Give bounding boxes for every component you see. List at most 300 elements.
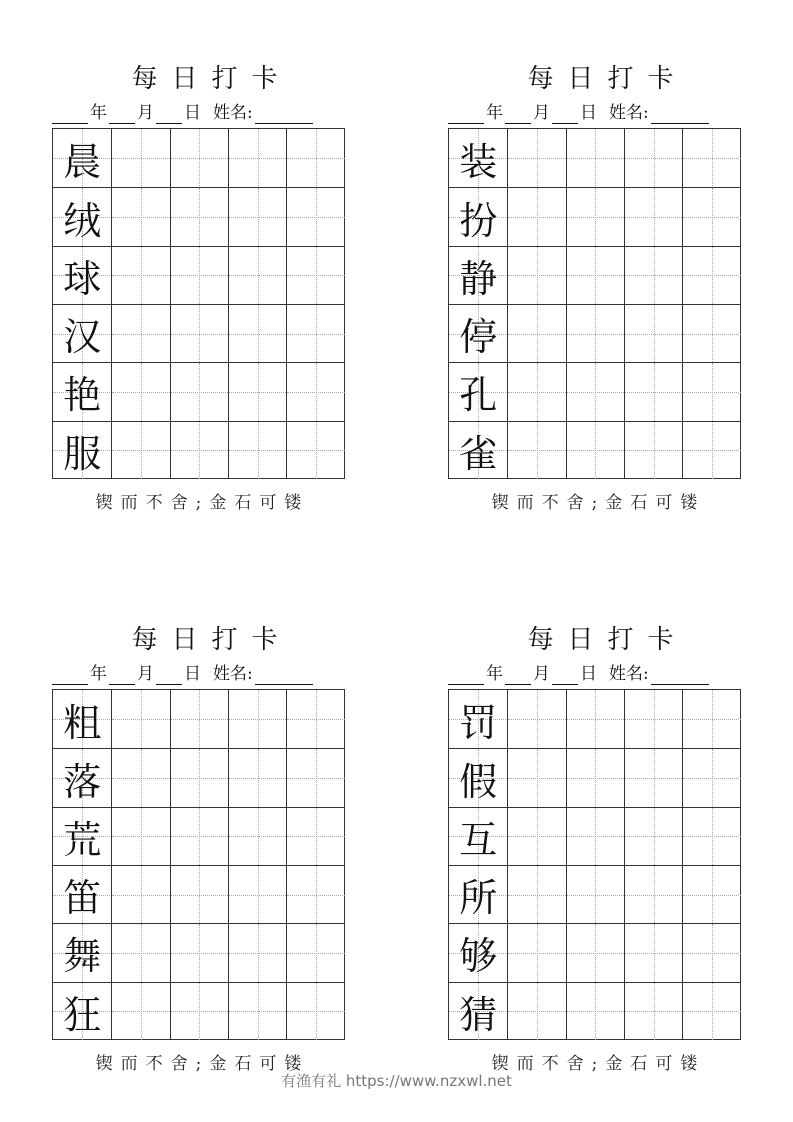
vertical-guide — [141, 866, 142, 924]
practice-cell[interactable] — [624, 129, 683, 188]
grid-row — [449, 982, 740, 1041]
name-label: 姓名: — [609, 664, 649, 684]
model-character-cell — [53, 363, 112, 421]
practice-cell[interactable] — [624, 422, 683, 480]
vertical-guide — [595, 188, 596, 246]
practice-cell[interactable] — [111, 188, 170, 246]
vertical-guide — [654, 749, 655, 807]
vertical-guide — [258, 808, 259, 866]
vertical-guide — [258, 188, 259, 246]
practice-cell[interactable] — [682, 247, 741, 305]
vertical-guide — [595, 363, 596, 421]
vertical-guide — [595, 305, 596, 363]
model-character: 罚 — [459, 700, 498, 745]
practice-cell[interactable] — [228, 690, 287, 749]
date-name-line — [448, 663, 741, 685]
day-label: 日 — [580, 664, 597, 684]
practice-cell[interactable] — [228, 129, 287, 188]
practice-cell[interactable] — [228, 188, 287, 246]
vertical-guide — [141, 808, 142, 866]
model-character: 所 — [459, 876, 498, 921]
practice-cell[interactable] — [111, 983, 170, 1041]
tian-grid — [52, 689, 345, 1040]
practice-cell[interactable] — [682, 129, 741, 188]
practice-cell[interactable] — [507, 129, 566, 188]
vertical-guide — [654, 188, 655, 246]
vertical-guide — [595, 808, 596, 866]
model-character-cell — [53, 866, 112, 924]
month-label: 月 — [137, 664, 154, 684]
vertical-guide — [537, 808, 538, 866]
practice-cell[interactable] — [624, 247, 683, 305]
vertical-guide — [199, 188, 200, 246]
model-character: 扮 — [459, 198, 498, 243]
practice-cell[interactable] — [228, 924, 287, 982]
vertical-guide — [199, 690, 200, 749]
model-character-cell — [449, 305, 508, 363]
vertical-guide — [199, 305, 200, 363]
model-character: 艳 — [63, 373, 102, 418]
year-label: 年 — [486, 103, 503, 123]
name-blank[interactable] — [651, 666, 709, 685]
practice-cell[interactable] — [111, 924, 170, 982]
model-character: 舞 — [63, 934, 102, 979]
practice-cell[interactable] — [286, 983, 345, 1041]
practice-cell[interactable] — [170, 690, 229, 749]
model-character: 绒 — [63, 198, 102, 243]
practice-cell[interactable] — [286, 188, 345, 246]
grid-row — [53, 748, 344, 807]
vertical-guide — [141, 983, 142, 1041]
grid-row — [449, 187, 740, 246]
practice-cell[interactable] — [111, 749, 170, 807]
practice-cell[interactable] — [566, 129, 625, 188]
date-name-line — [448, 102, 741, 124]
vertical-guide — [712, 866, 713, 924]
vertical-guide — [141, 749, 142, 807]
vertical-guide — [258, 749, 259, 807]
vertical-guide — [654, 808, 655, 866]
year-label: 年 — [90, 664, 107, 684]
vertical-guide — [595, 129, 596, 188]
card-title: 每日打卡 — [131, 625, 292, 655]
model-character: 汉 — [63, 315, 102, 360]
practice-cell[interactable] — [624, 924, 683, 982]
motto: 锲而不舍;金石可镂 — [491, 493, 706, 513]
practice-card — [52, 62, 345, 522]
vertical-guide — [199, 749, 200, 807]
month-label: 月 — [533, 664, 550, 684]
practice-cell[interactable] — [682, 305, 741, 363]
practice-cell[interactable] — [286, 924, 345, 982]
model-character: 静 — [459, 256, 498, 301]
practice-cell[interactable] — [111, 866, 170, 924]
model-character: 停 — [459, 315, 498, 360]
grid-row — [53, 362, 344, 421]
model-character: 笛 — [63, 876, 102, 921]
vertical-guide — [316, 305, 317, 363]
vertical-guide — [712, 808, 713, 866]
vertical-guide — [654, 129, 655, 188]
vertical-guide — [537, 983, 538, 1041]
practice-cell[interactable] — [624, 363, 683, 421]
practice-cell[interactable] — [566, 422, 625, 480]
vertical-guide — [654, 305, 655, 363]
practice-cell[interactable] — [682, 924, 741, 982]
model-character-cell — [449, 690, 508, 749]
model-character-cell — [449, 924, 508, 982]
model-character: 互 — [459, 817, 498, 862]
practice-cell[interactable] — [682, 363, 741, 421]
vertical-guide — [141, 690, 142, 749]
year-label: 年 — [90, 103, 107, 123]
vertical-guide — [654, 866, 655, 924]
vertical-guide — [258, 129, 259, 188]
grid-row — [449, 304, 740, 363]
grid-row — [53, 923, 344, 982]
day-blank[interactable] — [156, 105, 182, 124]
practice-cell[interactable] — [111, 422, 170, 480]
model-character: 孔 — [459, 373, 498, 418]
vertical-guide — [141, 924, 142, 982]
day-blank[interactable] — [552, 666, 578, 685]
practice-cell[interactable] — [286, 866, 345, 924]
practice-cell[interactable] — [286, 129, 345, 188]
model-character: 装 — [459, 139, 498, 184]
model-character-cell — [449, 808, 508, 866]
month-blank[interactable] — [505, 666, 531, 685]
vertical-guide — [595, 924, 596, 982]
grid-row — [53, 865, 344, 924]
practice-cell[interactable] — [507, 422, 566, 480]
vertical-guide — [199, 422, 200, 480]
watermark: 有渔有礼 https://www.nzxwl.net — [281, 1072, 512, 1090]
vertical-guide — [316, 422, 317, 480]
month-blank[interactable] — [109, 666, 135, 685]
model-character-cell — [449, 866, 508, 924]
name-label: 姓名: — [213, 103, 253, 123]
practice-cell[interactable] — [566, 690, 625, 749]
model-character: 粗 — [63, 700, 102, 745]
vertical-guide — [537, 866, 538, 924]
practice-cell[interactable] — [286, 749, 345, 807]
name-blank[interactable] — [255, 105, 313, 124]
vertical-guide — [595, 690, 596, 749]
motto: 锲而不舍;金石可镂 — [491, 1054, 706, 1074]
vertical-guide — [199, 808, 200, 866]
grid-row — [449, 807, 740, 866]
vertical-guide — [712, 363, 713, 421]
practice-cell[interactable] — [228, 363, 287, 421]
vertical-guide — [595, 247, 596, 305]
practice-cell[interactable] — [228, 305, 287, 363]
practice-cell[interactable] — [286, 808, 345, 866]
model-character: 荒 — [63, 817, 102, 862]
grid-row — [449, 421, 740, 480]
grid-row — [449, 923, 740, 982]
practice-cell[interactable] — [228, 866, 287, 924]
grid-row — [53, 690, 344, 749]
vertical-guide — [141, 422, 142, 480]
model-character-cell — [53, 808, 112, 866]
practice-cell[interactable] — [566, 305, 625, 363]
day-blank[interactable] — [156, 666, 182, 685]
practice-cell[interactable] — [170, 808, 229, 866]
practice-cell[interactable] — [624, 808, 683, 866]
model-character-cell — [449, 247, 508, 305]
motto: 锲而不舍;金石可镂 — [95, 493, 310, 513]
practice-cell[interactable] — [682, 422, 741, 480]
practice-cell[interactable] — [507, 363, 566, 421]
vertical-guide — [316, 983, 317, 1041]
practice-cell[interactable] — [682, 749, 741, 807]
vertical-guide — [595, 422, 596, 480]
vertical-guide — [258, 363, 259, 421]
vertical-guide — [537, 247, 538, 305]
practice-cell[interactable] — [170, 983, 229, 1041]
practice-cell[interactable] — [624, 866, 683, 924]
practice-cell[interactable] — [170, 866, 229, 924]
grid-row — [53, 982, 344, 1041]
card-title: 每日打卡 — [527, 64, 688, 94]
practice-cell[interactable] — [624, 305, 683, 363]
vertical-guide — [316, 690, 317, 749]
month-blank[interactable] — [505, 105, 531, 124]
practice-cell[interactable] — [111, 305, 170, 363]
practice-cell[interactable] — [111, 247, 170, 305]
practice-cell[interactable] — [682, 690, 741, 749]
vertical-guide — [316, 247, 317, 305]
practice-cell[interactable] — [507, 690, 566, 749]
model-character: 假 — [459, 759, 498, 804]
vertical-guide — [316, 129, 317, 188]
vertical-guide — [595, 749, 596, 807]
model-character-cell — [53, 247, 112, 305]
practice-cell[interactable] — [228, 983, 287, 1041]
vertical-guide — [712, 924, 713, 982]
practice-cell[interactable] — [170, 188, 229, 246]
grid-row — [449, 865, 740, 924]
practice-cell[interactable] — [566, 363, 625, 421]
practice-cell[interactable] — [682, 983, 741, 1041]
vertical-guide — [258, 924, 259, 982]
grid-row — [53, 187, 344, 246]
practice-cell[interactable] — [286, 247, 345, 305]
vertical-guide — [258, 866, 259, 924]
practice-cell[interactable] — [170, 129, 229, 188]
practice-cell[interactable] — [624, 690, 683, 749]
vertical-guide — [595, 983, 596, 1041]
year-blank[interactable] — [448, 105, 484, 124]
vertical-guide — [654, 924, 655, 982]
practice-cell[interactable] — [566, 983, 625, 1041]
model-character: 够 — [459, 934, 498, 979]
model-character-cell — [53, 749, 112, 807]
practice-cell[interactable] — [507, 808, 566, 866]
vertical-guide — [316, 188, 317, 246]
card-title: 每日打卡 — [527, 625, 688, 655]
grid-row — [449, 129, 740, 188]
vertical-guide — [654, 983, 655, 1041]
grid-row — [53, 807, 344, 866]
grid-row — [53, 246, 344, 305]
practice-cell[interactable] — [682, 808, 741, 866]
practice-cell[interactable] — [624, 749, 683, 807]
tian-grid — [448, 689, 741, 1040]
year-blank[interactable] — [448, 666, 484, 685]
model-character-cell — [53, 690, 112, 749]
vertical-guide — [199, 247, 200, 305]
vertical-guide — [654, 363, 655, 421]
grid-row — [449, 748, 740, 807]
month-label: 月 — [137, 103, 154, 123]
vertical-guide — [199, 363, 200, 421]
practice-cell[interactable] — [170, 749, 229, 807]
vertical-guide — [316, 866, 317, 924]
vertical-guide — [141, 188, 142, 246]
year-blank[interactable] — [52, 105, 88, 124]
grid-row — [449, 362, 740, 421]
vertical-guide — [258, 983, 259, 1041]
practice-cell[interactable] — [228, 422, 287, 480]
practice-cell[interactable] — [170, 924, 229, 982]
vertical-guide — [537, 690, 538, 749]
vertical-guide — [258, 422, 259, 480]
vertical-guide — [316, 749, 317, 807]
practice-cell[interactable] — [170, 363, 229, 421]
vertical-guide — [199, 866, 200, 924]
practice-cell[interactable] — [228, 808, 287, 866]
day-label: 日 — [184, 103, 201, 123]
name-blank[interactable] — [651, 105, 709, 124]
vertical-guide — [258, 247, 259, 305]
vertical-guide — [316, 808, 317, 866]
model-character-cell — [449, 749, 508, 807]
model-character: 猜 — [459, 992, 498, 1037]
model-character-cell — [449, 188, 508, 246]
model-character: 服 — [63, 431, 102, 476]
vertical-guide — [654, 690, 655, 749]
practice-cell[interactable] — [111, 363, 170, 421]
practice-cell[interactable] — [682, 866, 741, 924]
vertical-guide — [141, 305, 142, 363]
model-character-cell — [449, 422, 508, 480]
practice-card — [448, 623, 741, 1083]
model-character-cell — [53, 188, 112, 246]
grid-row — [53, 421, 344, 480]
model-character: 落 — [63, 759, 102, 804]
practice-cell[interactable] — [286, 305, 345, 363]
practice-cell[interactable] — [111, 808, 170, 866]
vertical-guide — [141, 363, 142, 421]
model-character: 雀 — [459, 431, 498, 476]
card-title: 每日打卡 — [131, 64, 292, 94]
vertical-guide — [316, 924, 317, 982]
practice-cell[interactable] — [507, 247, 566, 305]
vertical-guide — [199, 924, 200, 982]
model-character: 球 — [63, 256, 102, 301]
model-character-cell — [53, 305, 112, 363]
practice-cell[interactable] — [286, 422, 345, 480]
tian-grid — [52, 128, 345, 479]
practice-cell[interactable] — [566, 924, 625, 982]
year-label: 年 — [486, 664, 503, 684]
vertical-guide — [141, 247, 142, 305]
practice-cell[interactable] — [507, 188, 566, 246]
vertical-guide — [537, 363, 538, 421]
vertical-guide — [537, 422, 538, 480]
vertical-guide — [712, 690, 713, 749]
month-label: 月 — [533, 103, 550, 123]
vertical-guide — [712, 422, 713, 480]
practice-cell[interactable] — [682, 188, 741, 246]
month-blank[interactable] — [109, 105, 135, 124]
practice-cell[interactable] — [566, 247, 625, 305]
practice-cell[interactable] — [624, 983, 683, 1041]
model-character: 晨 — [63, 139, 102, 184]
model-character-cell — [53, 129, 112, 188]
practice-cell[interactable] — [566, 866, 625, 924]
practice-cell[interactable] — [228, 247, 287, 305]
grid-row — [449, 246, 740, 305]
practice-cell[interactable] — [507, 305, 566, 363]
grid-row — [449, 690, 740, 749]
vertical-guide — [537, 129, 538, 188]
practice-cell[interactable] — [566, 749, 625, 807]
practice-cell[interactable] — [170, 305, 229, 363]
day-label: 日 — [184, 664, 201, 684]
practice-cell[interactable] — [507, 983, 566, 1041]
date-name-line — [52, 663, 345, 685]
motto: 锲而不舍;金石可镂 — [95, 1054, 310, 1074]
practice-cell[interactable] — [286, 363, 345, 421]
practice-cell[interactable] — [228, 749, 287, 807]
vertical-guide — [316, 363, 317, 421]
practice-cell[interactable] — [566, 188, 625, 246]
practice-cell[interactable] — [624, 188, 683, 246]
vertical-guide — [712, 749, 713, 807]
practice-cell[interactable] — [286, 690, 345, 749]
vertical-guide — [712, 129, 713, 188]
practice-card — [448, 62, 741, 522]
practice-cell[interactable] — [507, 749, 566, 807]
practice-cell[interactable] — [111, 129, 170, 188]
vertical-guide — [654, 247, 655, 305]
model-character-cell — [449, 363, 508, 421]
practice-cell[interactable] — [507, 924, 566, 982]
day-blank[interactable] — [552, 105, 578, 124]
date-name-line — [52, 102, 345, 124]
name-blank[interactable] — [255, 666, 313, 685]
practice-cell[interactable] — [170, 422, 229, 480]
practice-cell[interactable] — [507, 866, 566, 924]
name-label: 姓名: — [213, 664, 253, 684]
vertical-guide — [199, 129, 200, 188]
tian-grid — [448, 128, 741, 479]
practice-cell[interactable] — [170, 247, 229, 305]
vertical-guide — [712, 983, 713, 1041]
model-character: 狂 — [63, 992, 102, 1037]
vertical-guide — [537, 924, 538, 982]
practice-cell[interactable] — [111, 690, 170, 749]
vertical-guide — [595, 866, 596, 924]
name-label: 姓名: — [609, 103, 649, 123]
model-character-cell — [53, 422, 112, 480]
year-blank[interactable] — [52, 666, 88, 685]
vertical-guide — [712, 247, 713, 305]
grid-row — [53, 304, 344, 363]
practice-cell[interactable] — [566, 808, 625, 866]
